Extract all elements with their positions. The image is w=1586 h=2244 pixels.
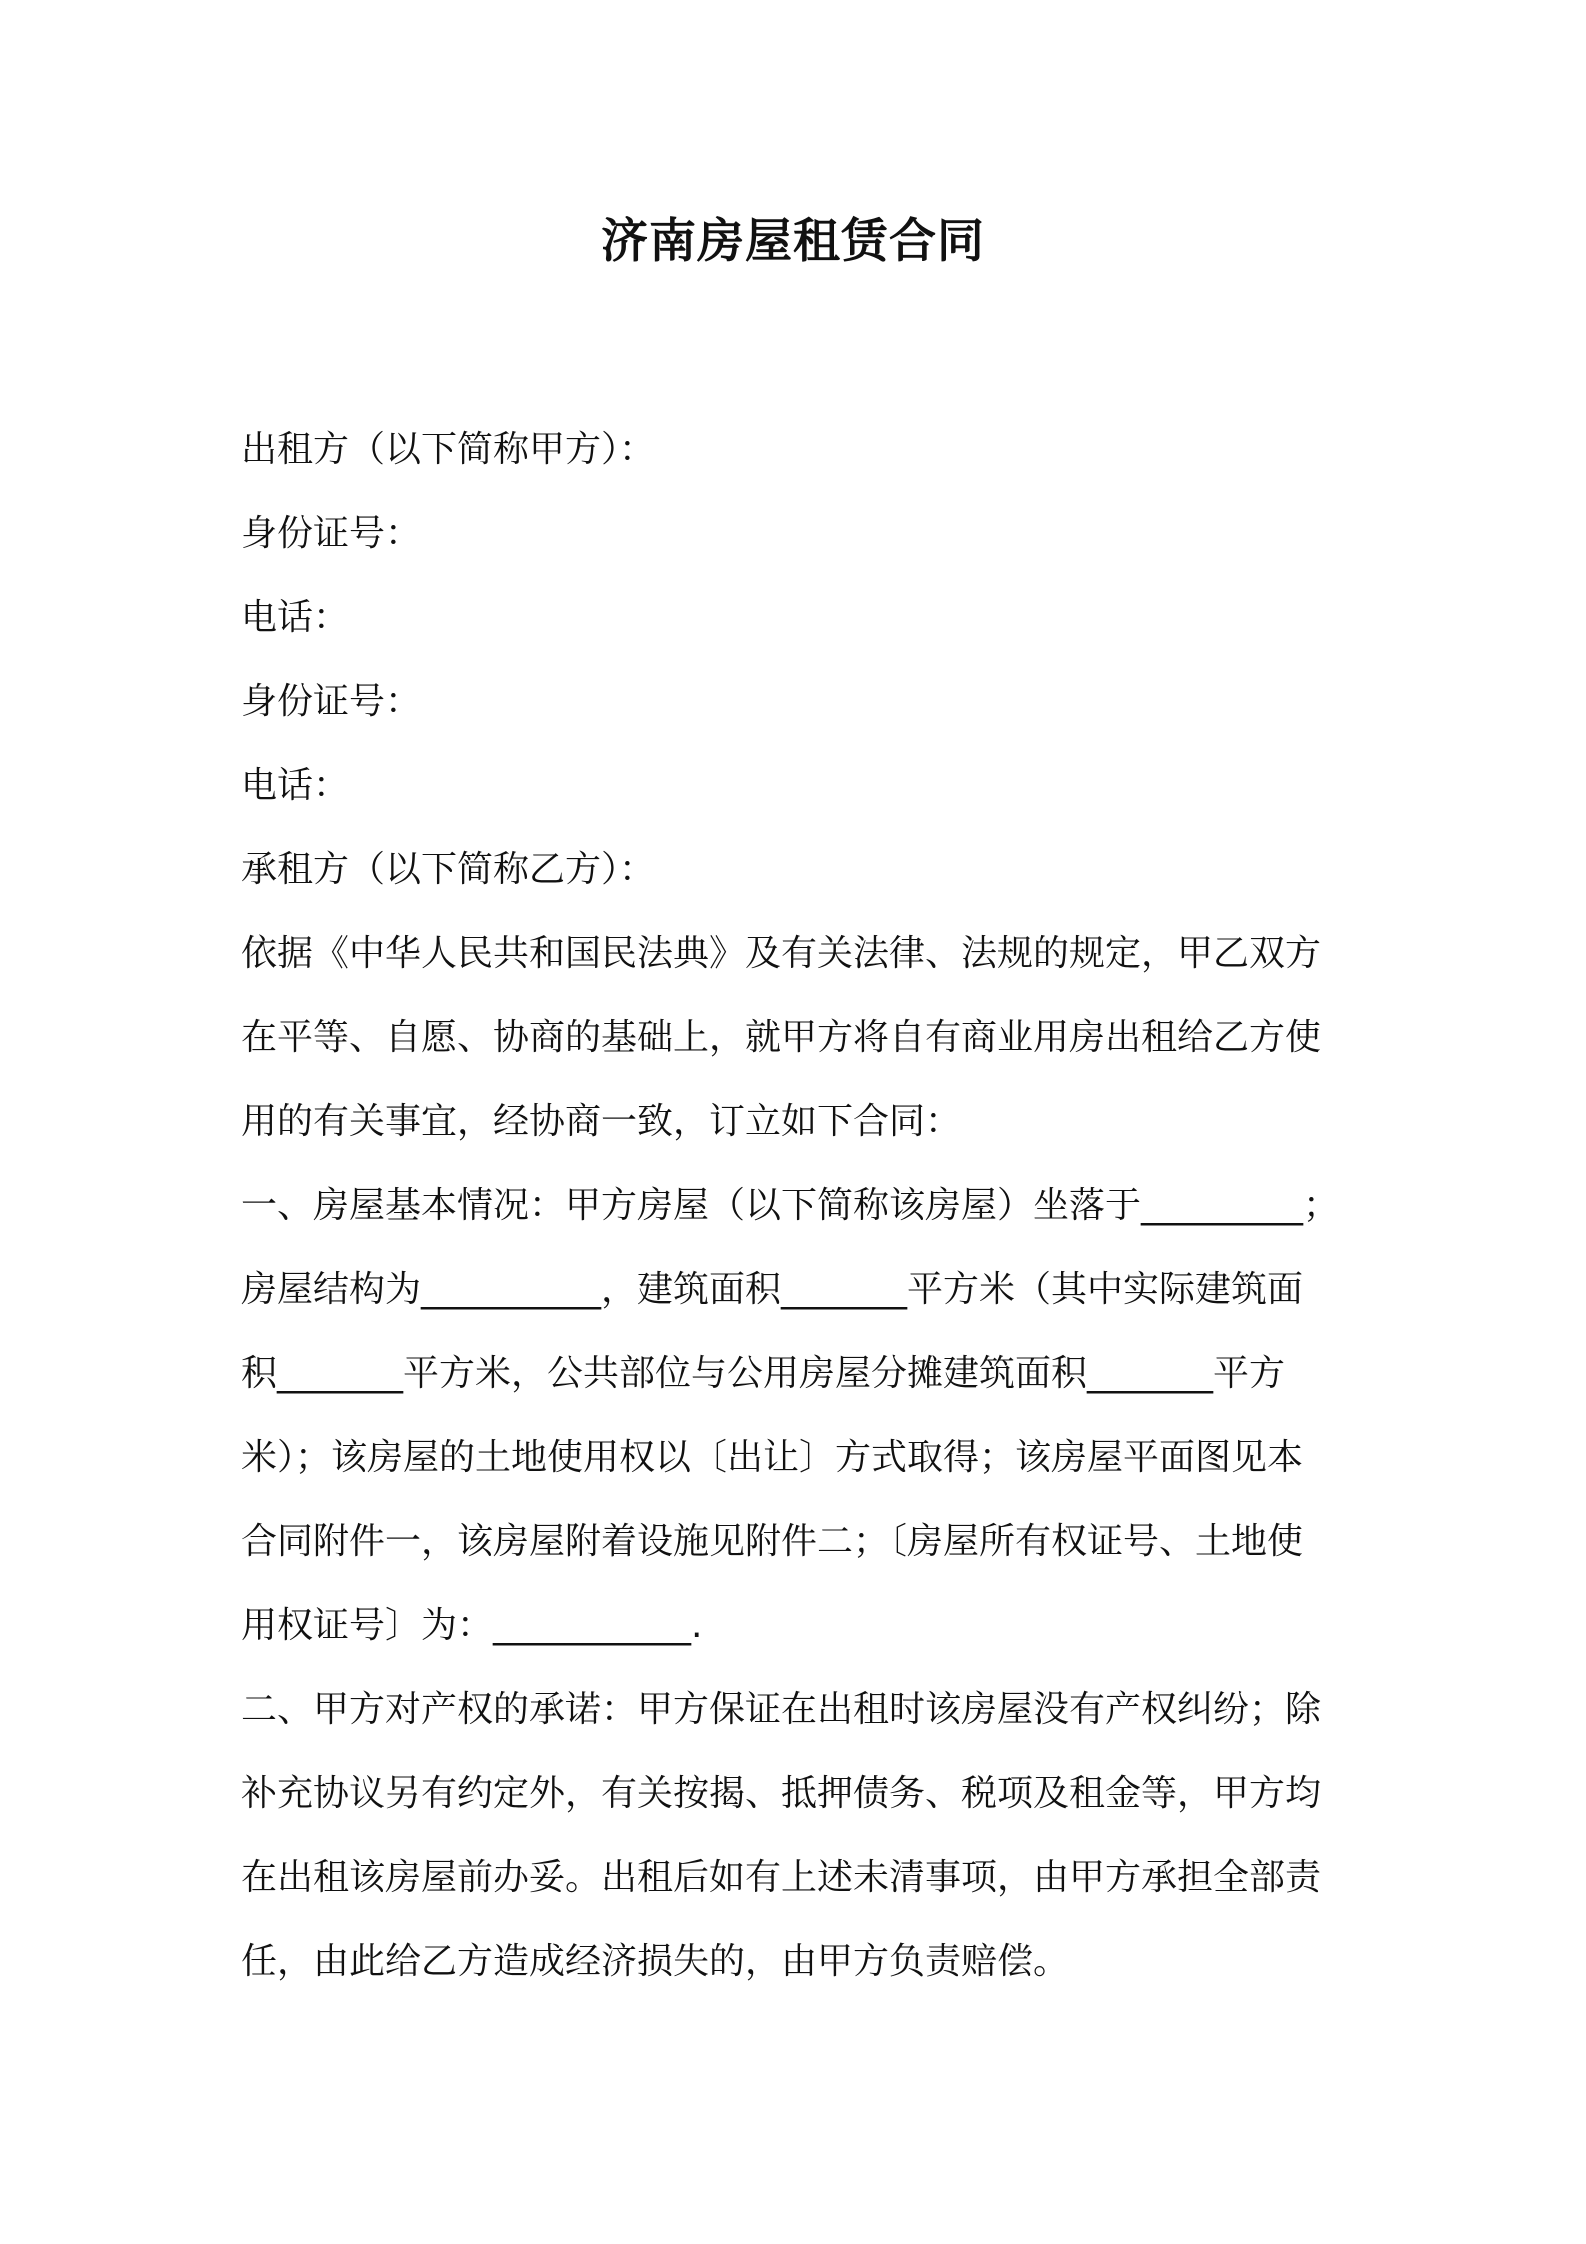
id-number-line: 身份证号： bbox=[241, 513, 422, 554]
clause-one-line: 一、房屋基本情况：甲方房屋（以下简称该房屋）坐落于_________； bbox=[241, 1185, 1340, 1226]
clause-two-line: 补充协议另有约定外，有关按揭、抵押债务、税项及租金等，甲方均 bbox=[241, 1773, 1322, 1814]
id-number-line: 身份证号： bbox=[241, 681, 422, 722]
clause-one-line: 合同附件一，该房屋附着设施见附件二；〔房屋所有权证号、土地使 bbox=[241, 1521, 1304, 1562]
clause-one-line: 用权证号〕为：___________. bbox=[241, 1605, 703, 1646]
preamble-line: 在平等、自愿、协商的基础上，就甲方将自有商业用房出租给乙方使 bbox=[241, 1017, 1322, 1058]
clause-two-line: 任，由此给乙方造成经济损失的，由甲方负责赔偿。 bbox=[241, 1941, 1070, 1982]
phone-line: 电话： bbox=[241, 597, 350, 638]
clause-one-line: 米）；该房屋的土地使用权以〔出让〕方式取得；该房屋平面图见本 bbox=[241, 1437, 1304, 1478]
clause-one-line: 积_______平方米，公共部位与公用房屋分摊建筑面积_______平方 bbox=[241, 1353, 1286, 1394]
phone-line: 电话： bbox=[241, 765, 350, 806]
party-b-line: 承租方（以下简称乙方）： bbox=[241, 849, 656, 890]
document-body bbox=[241, 408, 1381, 2004]
preamble-line: 用的有关事宜，经协商一致，订立如下合同： bbox=[241, 1101, 962, 1142]
clause-two-line: 二、甲方对产权的承诺：甲方保证在出租时该房屋没有产权纠纷；除 bbox=[241, 1689, 1322, 1730]
party-a-line: 出租方（以下简称甲方）： bbox=[241, 429, 656, 470]
document-title: 济南房屋租赁合同 bbox=[601, 214, 985, 269]
clause-one-line: 房屋结构为__________，建筑面积_______平方米（其中实际建筑面 bbox=[241, 1269, 1304, 1310]
clause-two-line: 在出租该房屋前办妥。出租后如有上述未清事项，由甲方承担全部责 bbox=[241, 1857, 1322, 1898]
preamble-line: 依据《中华人民共和国民法典》及有关法律、法规的规定，甲乙双方 bbox=[241, 933, 1322, 974]
